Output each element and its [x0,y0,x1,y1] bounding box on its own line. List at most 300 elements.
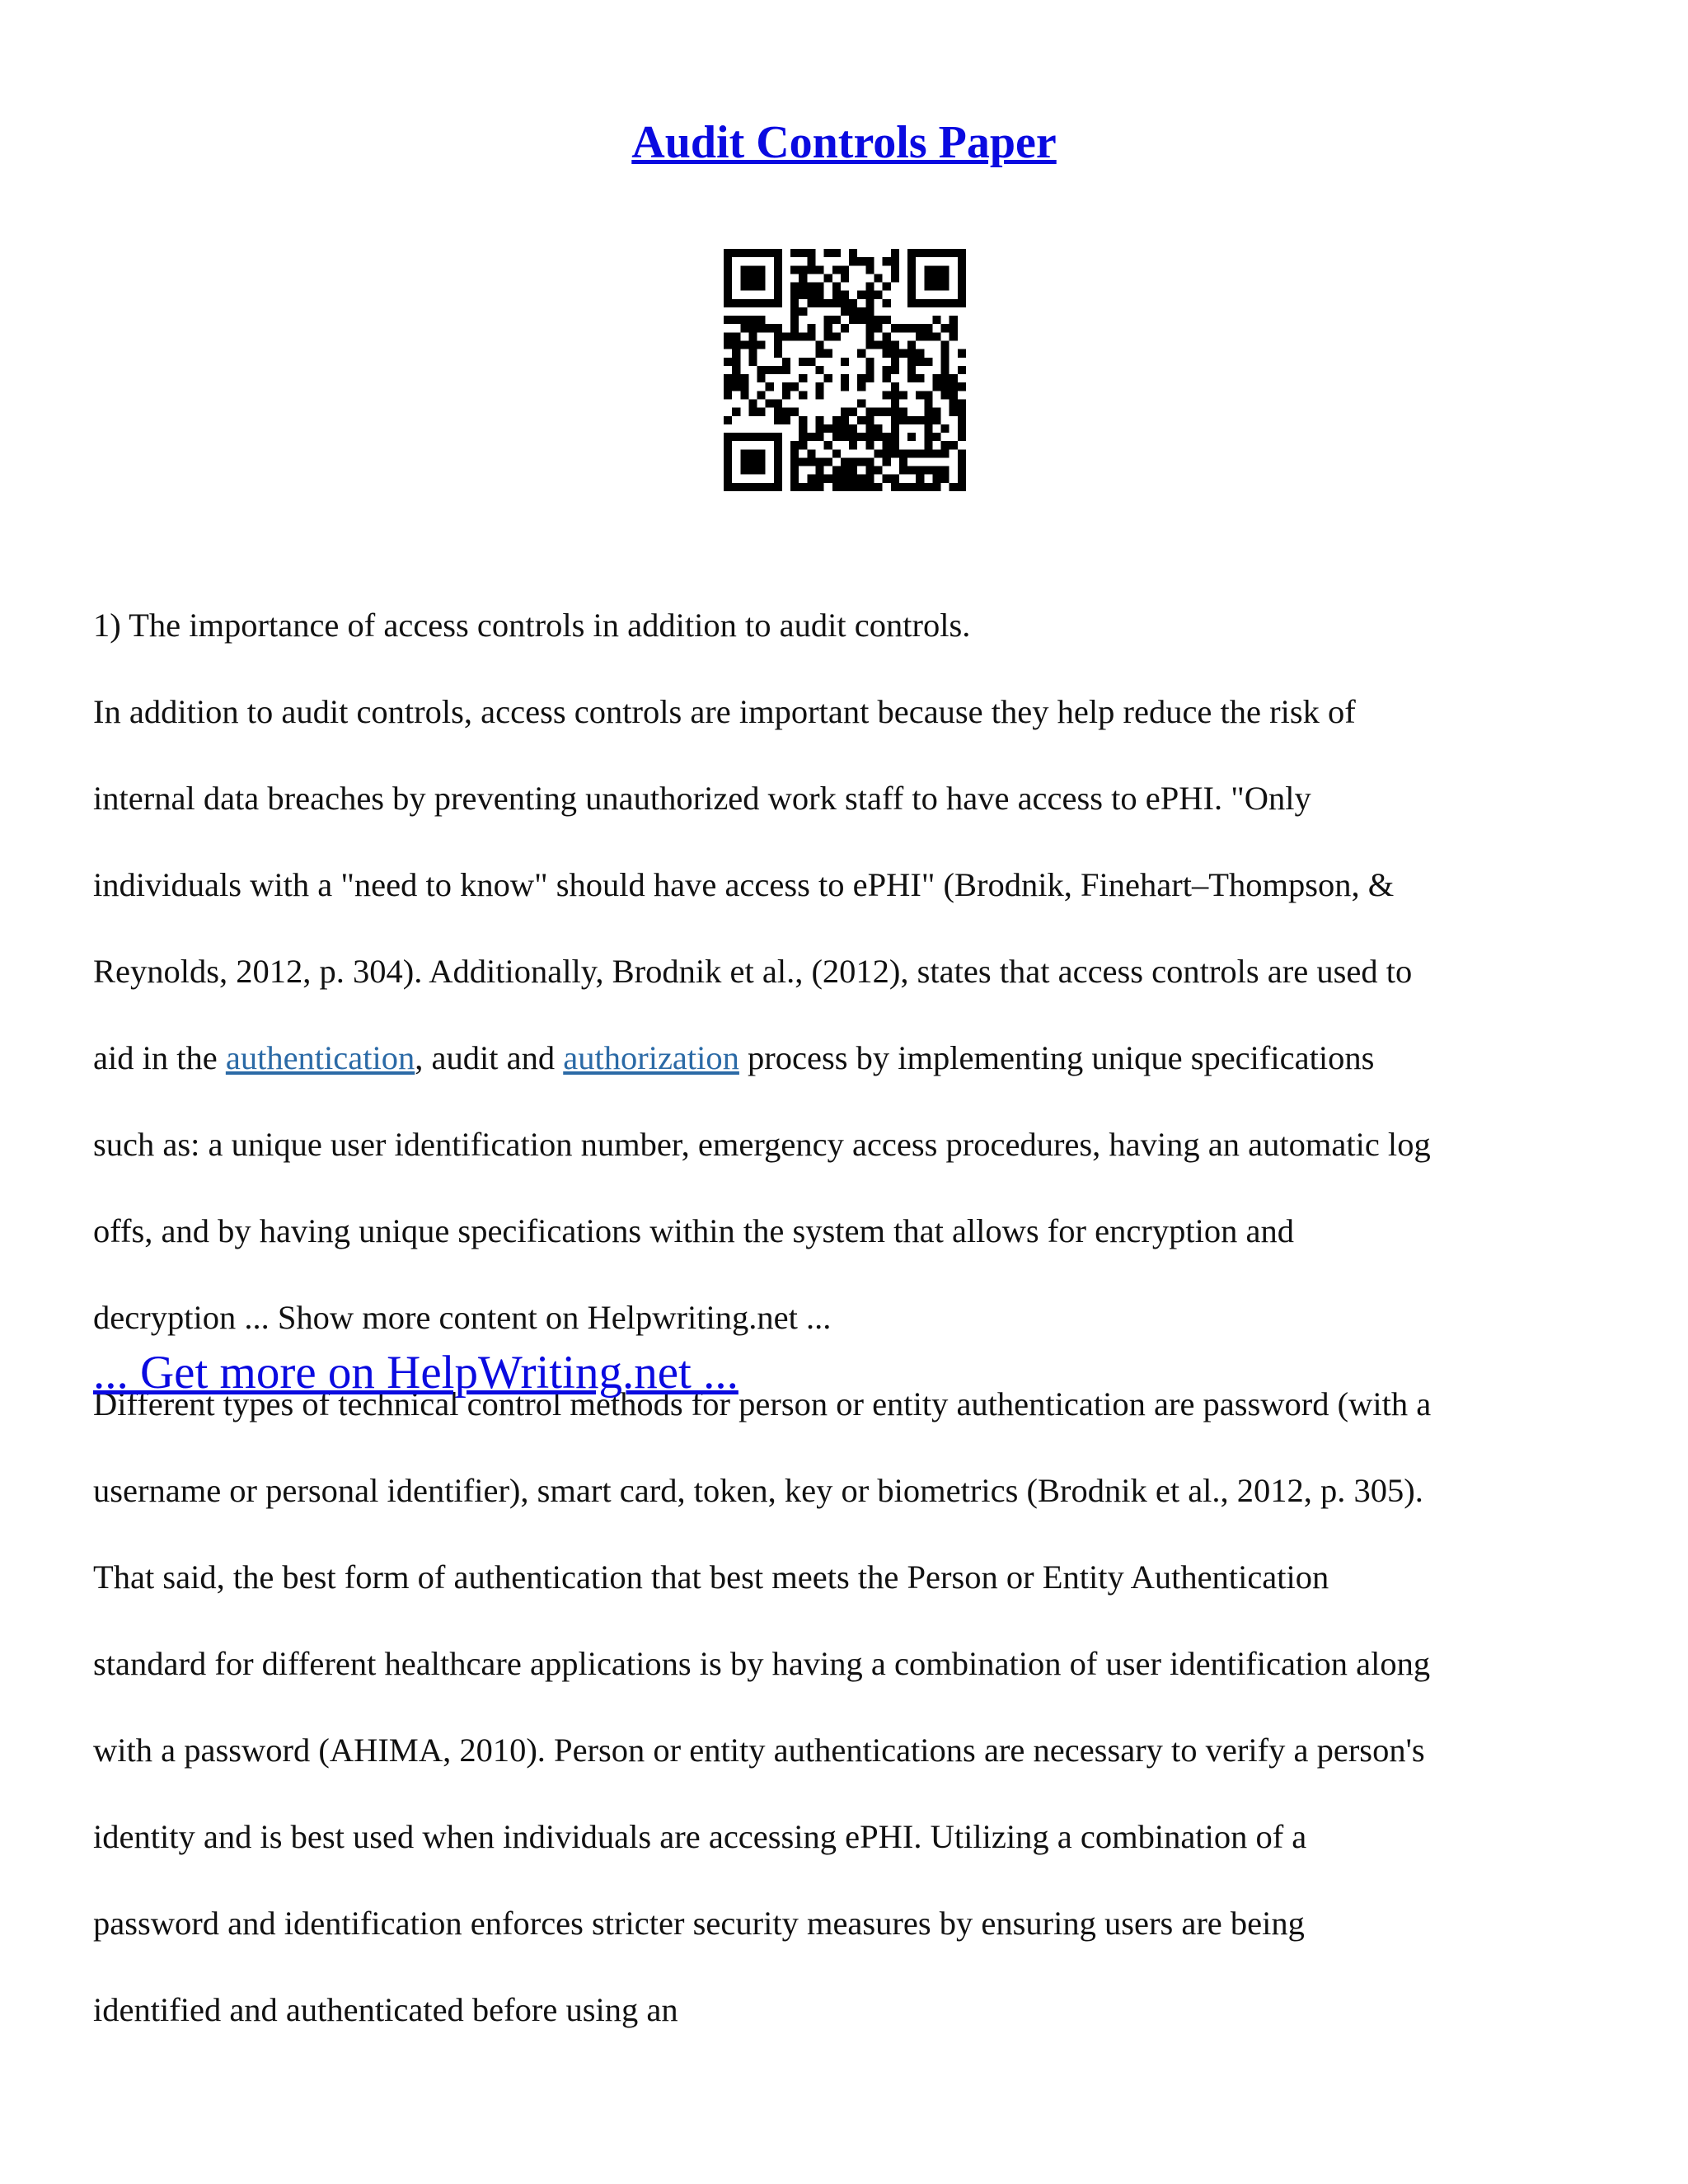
qr-module [782,391,790,399]
qr-module [932,332,940,340]
qr-module [865,257,874,265]
qr-module [799,283,807,291]
body-text [93,560,1601,2075]
qr-module [907,358,916,366]
qr-module [849,316,857,324]
qr-module [907,274,916,282]
qr-module [790,475,799,483]
body-line: Different types of technical control methods for person or entity authentication are password (with a [93,1385,1432,1422]
qr-module [766,483,774,491]
qr-module [807,249,815,257]
qr-module [816,341,824,349]
qr-module [907,483,916,491]
qr-module [832,249,841,257]
qr-module [924,283,932,291]
qr-module [816,349,824,358]
qr-module [841,475,849,483]
qr-module [748,265,757,274]
qr-module [891,349,899,358]
qr-module [849,441,857,449]
qr-module [740,391,748,399]
qr-module [865,441,874,449]
qr-module [907,466,916,475]
qr-module [790,307,799,316]
qr-module [748,399,757,407]
qr-module [816,457,824,466]
qr-module [883,299,891,307]
qr-module [941,441,950,449]
qr-module [824,332,832,340]
qr-module [824,349,832,358]
qr-module [807,283,815,291]
qr-module [816,424,824,433]
qr-module [724,291,732,299]
qr-module [883,441,891,449]
qr-module [740,283,748,291]
qr-module [790,408,799,416]
qr-module [841,358,849,366]
qr-module [907,291,916,299]
qr-module [883,391,891,399]
qr-module [841,416,849,424]
qr-module [958,399,966,407]
qr-module [799,291,807,299]
qr-module [958,257,966,265]
qr-module [724,475,732,483]
qr-module [924,483,932,491]
qr-module [958,424,966,433]
qr-module [748,457,757,466]
qr-module [841,374,849,382]
qr-module [958,449,966,457]
qr-module [916,332,924,340]
qr-module [941,341,950,349]
qr-module [841,483,849,491]
qr-module [799,457,807,466]
qr-module [874,408,882,416]
qr-module [774,399,782,407]
section-heading: 1) The importance of access controls in addition to audit controls. [93,606,971,644]
qr-module [874,274,882,282]
authentication-link[interactable]: authentication [225,1038,415,1076]
qr-module [782,382,790,391]
body-line: password and identification enforces stricter security measures by ensuring users are being [93,1904,1305,1942]
body-line: standard for different healthcare applications is by having a combination of user identification along [93,1644,1431,1682]
qr-module [757,466,766,475]
qr-module [941,466,950,475]
qr-module [857,382,865,391]
qr-module [724,332,732,340]
qr-module [832,483,841,491]
qr-module [774,349,782,358]
qr-module [740,374,748,382]
qr-module [774,366,782,374]
qr-module [832,416,841,424]
qr-module [774,433,782,441]
qr-module [799,416,807,424]
qr-module [748,349,757,358]
qr-module [849,257,857,265]
qr-module [732,366,740,374]
qr-module [958,382,966,391]
qr-module [724,341,732,349]
qr-module [807,483,815,491]
qr-module [807,265,815,274]
qr-module [782,332,790,340]
qr-module [916,374,924,382]
qr-module [932,475,940,483]
qr-module [766,324,774,332]
qr-module [790,483,799,491]
qr-module [732,349,740,358]
qr-module [924,265,932,274]
qr-module [774,457,782,466]
qr-module [816,416,824,424]
qr-module [932,382,940,391]
qr-module [932,408,940,416]
qr-module [774,291,782,299]
qr-module [849,408,857,416]
qr-module [740,324,748,332]
qr-module [740,449,748,457]
qr-module [865,358,874,366]
qr-module [740,483,748,491]
qr-module [740,316,748,324]
qr-module [774,249,782,257]
qr-module [824,424,832,433]
qr-module [891,265,899,274]
qr-module [916,466,924,475]
qr-module [790,324,799,332]
qr-module [790,316,799,324]
qr-module [950,483,958,491]
qr-module [849,299,857,307]
qr-module [865,307,874,316]
qr-module [857,433,865,441]
qr-module [757,341,766,349]
qr-module [958,408,966,416]
qr-module [816,283,824,291]
qr-module [757,449,766,457]
qr-module [932,249,940,257]
qr-module [941,283,950,291]
qr-module [865,374,874,382]
qr-module [724,358,732,366]
qr-module [883,433,891,441]
qr-module [941,265,950,274]
qr-module [816,366,824,374]
qr-module [740,433,748,441]
get-more-link-container [93,1345,738,1401]
page-title [0,115,1688,171]
qr-module [891,382,899,391]
qr-module [891,475,899,483]
qr-module [857,457,865,466]
qr-module [774,475,782,483]
qr-module [941,382,950,391]
qr-module [958,265,966,274]
qr-module [748,466,757,475]
qr-module [907,416,916,424]
qr-module [824,374,832,382]
qr-module [841,424,849,433]
qr-module [916,391,924,399]
body-line: offs, and by having unique specifications within the system that allows for encryption and [93,1212,1294,1249]
qr-module [865,483,874,491]
qr-module [941,449,950,457]
qr-module [832,424,841,433]
qr-module [891,341,899,349]
body-line: internal data breaches by preventing unauthorized work staff to have access to ePHI. "Only [93,779,1311,817]
qr-module [799,332,807,340]
qr-module [807,332,815,340]
qr-module [807,475,815,483]
body-line-with-links [93,1037,1601,1080]
qr-module [732,358,740,366]
authorization-link[interactable]: authorization [563,1038,739,1076]
qr-module [774,483,782,491]
qr-module [757,265,766,274]
qr-module [740,249,748,257]
get-more-link[interactable]: ... Get more on HelpWriting.net ... [93,1347,738,1399]
body-line: Reynolds, 2012, p. 304). Additionally, Brodnik et al., (2012), states that access controls are used to [93,952,1413,990]
qr-module [865,475,874,483]
qr-module [899,391,907,399]
qr-module [766,399,774,407]
body-line: with a password (AHIMA, 2010). Person or entity authentications are necessary to verify a person's [93,1731,1425,1769]
qr-module [724,374,732,382]
qr-module [774,274,782,282]
qr-module [924,299,932,307]
qr-module [724,449,732,457]
qr-module [757,274,766,282]
qr-module [865,341,874,349]
qr-module [907,341,916,349]
qr-module [757,374,766,382]
qr-module [916,349,924,358]
qr-module [757,324,766,332]
qr-module [924,433,932,441]
qr-module [924,466,932,475]
qr-module [774,416,782,424]
body-text-fragment: aid in the [93,1038,226,1076]
qr-module [740,265,748,274]
qr-module [865,457,874,466]
qr-module [865,332,874,340]
qr-module [824,274,832,282]
qr-module [941,358,950,366]
qr-module [883,257,891,265]
qr-module [941,274,950,282]
qr-module [816,299,824,307]
qr-module [757,283,766,291]
qr-module [899,449,907,457]
qr-module [958,349,966,358]
qr-module [857,475,865,483]
qr-module [790,283,799,291]
qr-module [807,257,815,265]
qr-module [774,332,782,340]
qr-module [832,332,841,340]
qr-module [757,483,766,491]
qr-module [816,391,824,399]
qr-module [941,374,950,382]
qr-module [891,257,899,265]
qr-module [891,249,899,257]
qr-module [732,433,740,441]
qr-module [799,483,807,491]
qr-module [857,416,865,424]
body-line: That said, the best form of authentication that best meets the Person or Entity Authentication [93,1558,1329,1596]
qr-module [849,466,857,475]
qr-module [774,408,782,416]
qr-module [732,249,740,257]
qr-module [958,475,966,483]
qr-module [907,299,916,307]
qr-module [883,457,891,466]
qr-module [950,374,958,382]
qr-module [732,374,740,382]
qr-module [899,408,907,416]
qr-module [774,257,782,265]
qr-module [724,457,732,466]
qr-module [807,433,815,441]
qr-module [916,299,924,307]
qr-module [799,249,807,257]
qr-module [732,483,740,491]
qr-module [790,449,799,457]
qr-module [958,457,966,466]
qr-module [790,291,799,299]
qr-module [832,449,841,457]
qr-module [816,475,824,483]
qr-module [865,299,874,307]
qr-module [816,466,824,475]
qr-module [924,358,932,366]
qr-module [724,391,732,399]
qr-module [849,249,857,257]
qr-module [841,457,849,466]
qr-module [799,358,807,366]
qr-module [916,324,924,332]
qr-module [724,316,732,324]
qr-module [907,374,916,382]
qr-module [899,416,907,424]
qr-module [849,424,857,433]
qr-module [899,483,907,491]
qr-module [899,457,907,466]
qr-module [849,483,857,491]
qr-module [774,299,782,307]
body-line: such as: a unique user identification number, emergency access procedures, having an automatic log [93,1125,1431,1163]
qr-module [774,324,782,332]
qr-module [865,324,874,332]
qr-module [958,283,966,291]
qr-code-image [724,249,966,491]
qr-module [807,299,815,307]
qr-module [799,274,807,282]
qr-module [916,449,924,457]
qr-module [774,283,782,291]
qr-module [958,366,966,374]
qr-module [740,466,748,475]
qr-module [958,291,966,299]
qr-module [883,349,891,358]
qr-module [841,299,849,307]
qr-module [790,382,799,391]
qr-module [865,416,874,424]
qr-module [857,307,865,316]
qr-module [932,374,940,382]
qr-module [732,316,740,324]
qr-module [757,391,766,399]
qr-module [774,466,782,475]
qr-module [757,457,766,466]
qr-module [958,483,966,491]
qr-module [816,291,824,299]
qr-module [732,341,740,349]
body-line: identity and is best used when individuals are accessing ePHI. Utilizing a combination of a [93,1817,1307,1855]
qr-module [950,249,958,257]
qr-module [857,349,865,358]
qr-module [724,265,732,274]
qr-module [865,433,874,441]
qr-module [807,358,815,366]
qr-module [891,408,899,416]
qr-module [824,299,832,307]
qr-module [816,382,824,391]
qr-module [841,433,849,441]
qr-module [857,291,865,299]
qr-module [841,265,849,274]
qr-module [766,249,774,257]
qr-module [950,324,958,332]
qr-module [724,433,732,441]
qr-module [774,441,782,449]
qr-module [932,416,940,424]
qr-module [774,449,782,457]
qr-module [907,366,916,374]
qr-module [824,324,832,332]
title-link[interactable]: Audit Controls Paper [631,117,1057,168]
qr-module [816,265,824,274]
qr-module [832,433,841,441]
qr-module [907,324,916,332]
qr-module [865,466,874,475]
qr-module [932,274,940,282]
qr-module [724,283,732,291]
qr-module [932,433,940,441]
qr-module [774,341,782,349]
qr-module [849,433,857,441]
qr-module [857,257,865,265]
qr-module [832,291,841,299]
qr-module [916,416,924,424]
qr-module [865,366,874,374]
qr-module [899,349,907,358]
qr-module [883,408,891,416]
qr-module [774,265,782,274]
qr-module [958,299,966,307]
qr-module [891,449,899,457]
qr-module [740,382,748,391]
qr-module [766,366,774,374]
qr-module [932,466,940,475]
qr-module [924,324,932,332]
qr-module [748,358,757,366]
qr-module [748,341,757,349]
qr-module [799,391,807,399]
